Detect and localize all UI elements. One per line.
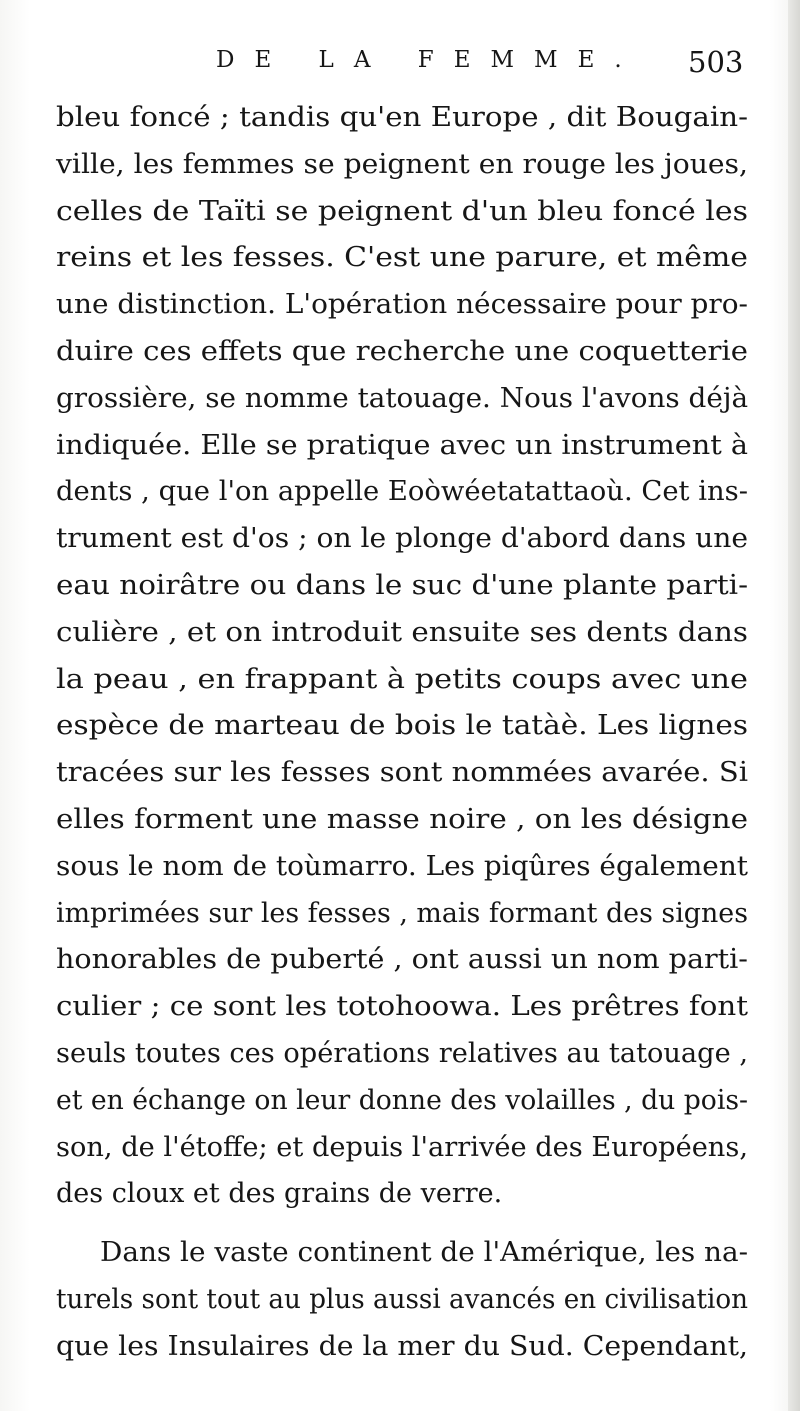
- page-number: 503: [688, 45, 744, 79]
- paragraph-2: [56, 1230, 748, 1370]
- text-line: celles de Taïti se peignent d'un bleu foncé les: [56, 195, 748, 227]
- text-line: que les Insulaires de la mer du Sud. Cependant,: [56, 1330, 748, 1362]
- text-line: son, de l'étoffe; et depuis l'arrivée des Européens,: [56, 1131, 748, 1163]
- paragraph-gap: [56, 1218, 748, 1230]
- text-line: grossière, se nomme tatouage. Nous l'avons déjà: [56, 382, 749, 414]
- text-line: ville, les femmes se peignent en rouge les joues,: [56, 148, 748, 180]
- text-line: imprimées sur les fesses , mais formant des signes: [56, 897, 748, 929]
- text-line: bleu foncé ; tandis qu'en Europe , dit Bougain-: [56, 102, 748, 133]
- text-line: dents , que l'on appelle Eoòwéetatattaoù. Cet ins-: [56, 476, 748, 508]
- text-line: eau noirâtre ou dans le suc d'une plante parti-: [56, 569, 749, 601]
- running-title: DE LA FEMME.: [216, 47, 642, 73]
- text-line: tracées sur les fesses sont nommées avarée. Si: [56, 757, 749, 789]
- text-line: des cloux et des grains de verre.: [56, 1178, 503, 1210]
- text-line: seuls toutes ces opérations relatives au tatouage ,: [56, 1037, 748, 1069]
- text-line: honorables de puberté , ont aussi un nom parti-: [56, 944, 748, 976]
- text-line: turels sont tout au plus aussi avancés en civilisation: [56, 1283, 749, 1315]
- body-text: [56, 95, 748, 1371]
- text-line: Dans le vaste continent de l'Amérique, les na-: [100, 1237, 748, 1269]
- text-line: et en échange on leur donne des volailles , du pois-: [56, 1084, 749, 1116]
- text-line: sous le nom de toùmarro. Les piqûres également: [56, 850, 748, 882]
- running-head: [0, 45, 800, 85]
- text-line: espèce de marteau de bois le tatàè. Les lignes: [56, 710, 749, 742]
- text-line: trument est d'os ; on le plonge d'abord dans une: [56, 523, 749, 555]
- paragraph-1: [56, 95, 748, 1218]
- text-line: duire ces effets que recherche une coquetterie: [56, 335, 748, 367]
- text-line: indiquée. Elle se pratique avec un instrument à: [56, 429, 749, 461]
- text-line: la peau , en frappant à petits coups avec une: [56, 663, 748, 695]
- text-line: une distinction. L'opération nécessaire pour pro-: [56, 289, 748, 321]
- text-line: culière , et on introduit ensuite ses dents dans: [56, 616, 748, 648]
- text-line: elles forment une masse noire , on les désigne: [56, 803, 748, 835]
- page-edge-shadow: [788, 0, 800, 1411]
- text-line: reins et les fesses. C'est une parure, et même: [56, 242, 748, 274]
- text-line: culier ; ce sont les totohoowa. Les prêtres font: [56, 991, 749, 1023]
